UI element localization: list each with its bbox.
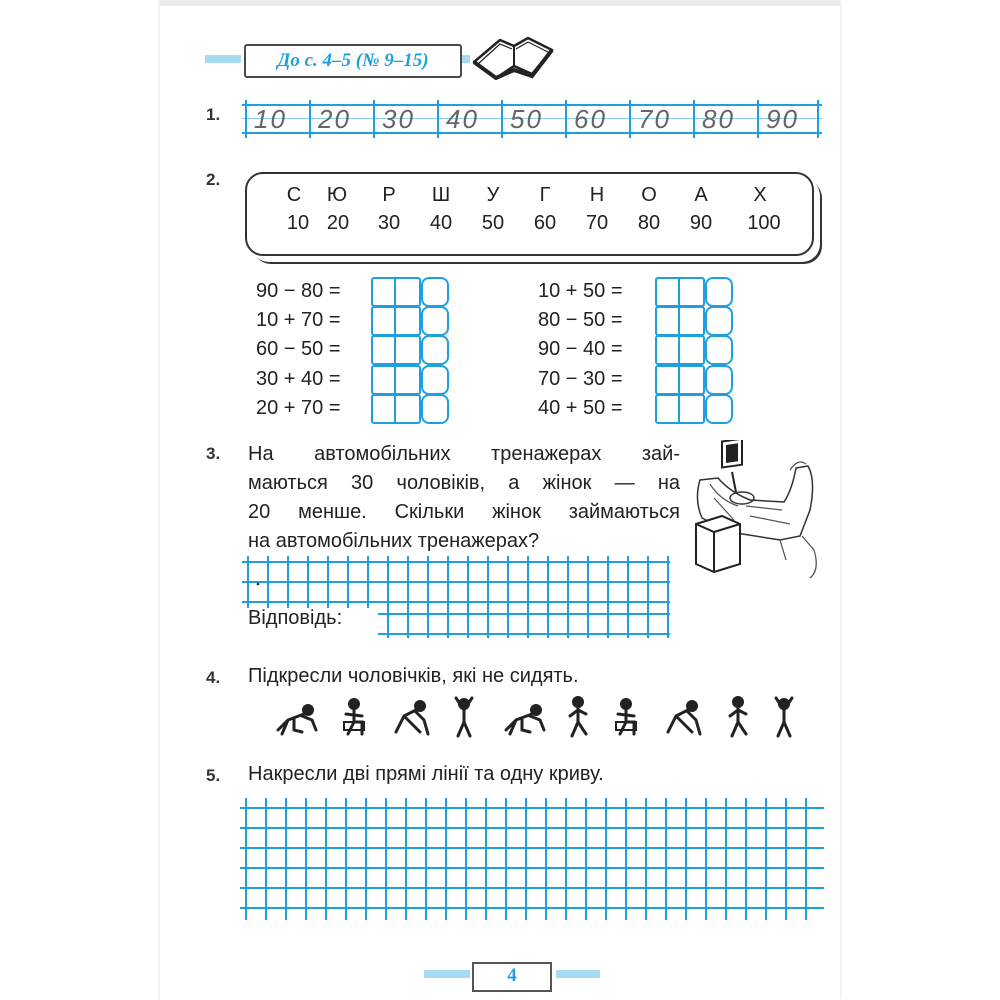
trace-number[interactable]: 60 — [574, 104, 607, 134]
trace-number[interactable]: 10 — [254, 104, 287, 134]
answer-box[interactable] — [655, 277, 705, 307]
cipher-letter: У — [486, 184, 500, 206]
answer-letter-box[interactable] — [421, 394, 449, 424]
crouching-figure-icon — [396, 702, 428, 735]
cipher-letter: Х — [753, 184, 767, 206]
answer-letter-box[interactable] — [421, 277, 449, 307]
trace-divider — [501, 100, 503, 138]
crouching-figure-icon — [668, 702, 700, 735]
task5-text: Накресли дві прямі лінії та одну криву. — [248, 763, 604, 785]
trace-divider — [757, 100, 759, 138]
expression: 60 − 50 = — [256, 338, 341, 360]
task3-line: 20 менше. Скільки жінок займаються — [248, 501, 680, 523]
task1-number: 1. — [206, 105, 221, 124]
trace-number[interactable]: 80 — [702, 104, 735, 134]
cipher-letter: О — [641, 184, 657, 206]
expression: 30 + 40 = — [256, 368, 341, 390]
cipher-letter: Н — [589, 184, 605, 206]
answer-box[interactable] — [371, 306, 421, 336]
expression: 10 + 50 = — [538, 280, 623, 302]
cipher-letter: А — [694, 184, 708, 206]
crawling-figure-icon — [506, 706, 544, 735]
trace-divider — [629, 100, 631, 138]
cipher-number: 100 — [747, 212, 781, 234]
trace-number[interactable]: 20 — [318, 104, 351, 134]
answer-box[interactable] — [655, 394, 705, 424]
trace-number[interactable]: 70 — [638, 104, 671, 134]
drawing-grid[interactable] — [240, 798, 824, 922]
trace-divider — [437, 100, 439, 138]
walking-figure-icon — [570, 698, 586, 737]
answer-box[interactable] — [371, 394, 421, 424]
expression: 20 + 70 = — [256, 397, 341, 419]
standing-figure-icon — [456, 698, 472, 736]
header-left-bar — [205, 55, 241, 63]
expression: 10 + 70 = — [256, 309, 341, 331]
task1-trace-row — [242, 104, 822, 138]
answer-letter-box[interactable] — [705, 365, 733, 395]
footer-left-bar — [424, 970, 470, 978]
figures-row — [272, 694, 812, 740]
task4-number: 4. — [206, 668, 221, 687]
cipher-number: 70 — [585, 212, 609, 234]
cipher-number: 30 — [377, 212, 401, 234]
open-book-icon — [470, 34, 554, 80]
task5-number: 5. — [206, 766, 221, 785]
trace-number[interactable]: 50 — [510, 104, 543, 134]
expression: 70 − 30 = — [538, 368, 623, 390]
trace-divider — [565, 100, 567, 138]
standing-figure-icon — [776, 698, 792, 736]
car-simulator-illustration — [690, 440, 825, 580]
top-edge — [160, 0, 840, 6]
answer-letter-box[interactable] — [421, 306, 449, 336]
task3-line: На автомобільних тренажерах зай- — [248, 443, 680, 465]
expression: 80 − 50 = — [538, 309, 623, 331]
trace-number[interactable]: 30 — [382, 104, 415, 134]
task3-line: маються 30 чоловіків, а жінок — на — [248, 472, 680, 494]
expression: 90 − 80 = — [256, 280, 341, 302]
page-number-box — [472, 962, 552, 992]
answer-letter-box[interactable] — [705, 277, 733, 307]
task2-number: 2. — [206, 170, 221, 189]
cipher-key-box — [245, 172, 814, 256]
section-title: До с. 4–5 (№ 9–15) — [277, 50, 429, 71]
answer-box[interactable] — [655, 365, 705, 395]
cipher-letter: Р — [382, 184, 396, 206]
answer-box[interactable] — [655, 335, 705, 365]
trace-divider — [817, 100, 819, 138]
sitting-figure-icon — [344, 700, 364, 735]
cipher-number: 80 — [637, 212, 661, 234]
trace-divider — [373, 100, 375, 138]
cipher-letter: С — [286, 184, 302, 206]
cipher-number: 10 — [286, 212, 310, 234]
task3-line: на автомобільних тренажерах? — [248, 530, 540, 552]
answer-box[interactable] — [371, 365, 421, 395]
expression: 90 − 40 = — [538, 338, 623, 360]
cipher-number: 40 — [429, 212, 453, 234]
cipher-number: 50 — [481, 212, 505, 234]
cipher-letter: Г — [539, 184, 551, 206]
answer-box[interactable] — [655, 306, 705, 336]
answer-letter-box[interactable] — [705, 394, 733, 424]
expression: 40 + 50 = — [538, 397, 623, 419]
crawling-figure-icon — [278, 706, 316, 735]
cipher-number: 60 — [533, 212, 557, 234]
cipher-letter: Ш — [431, 184, 451, 206]
answer-box[interactable] — [371, 277, 421, 307]
answer-letter-box[interactable] — [705, 306, 733, 336]
answer-label: Відповідь: — [248, 607, 343, 629]
walking-figure-icon — [730, 698, 746, 737]
trace-divider — [309, 100, 311, 138]
cipher-number: 90 — [689, 212, 713, 234]
cipher-letter: Ю — [326, 184, 348, 206]
page-number: 4 — [507, 965, 517, 986]
trace-divider — [245, 100, 247, 138]
task3-number: 3. — [206, 444, 221, 463]
footer-right-bar — [556, 970, 600, 978]
task4-text: Підкресли чоловічків, які не сидять. — [248, 665, 579, 687]
sitting-figure-icon — [616, 700, 636, 735]
trace-number[interactable]: 40 — [446, 104, 479, 134]
cipher-number: 20 — [326, 212, 350, 234]
answer-box[interactable] — [371, 335, 421, 365]
trace-divider — [693, 100, 695, 138]
answer-letter-box[interactable] — [421, 365, 449, 395]
answer-letter-box[interactable] — [705, 335, 733, 365]
answer-letter-box[interactable] — [421, 335, 449, 365]
trace-number[interactable]: 90 — [766, 104, 799, 134]
section-header — [244, 44, 462, 78]
